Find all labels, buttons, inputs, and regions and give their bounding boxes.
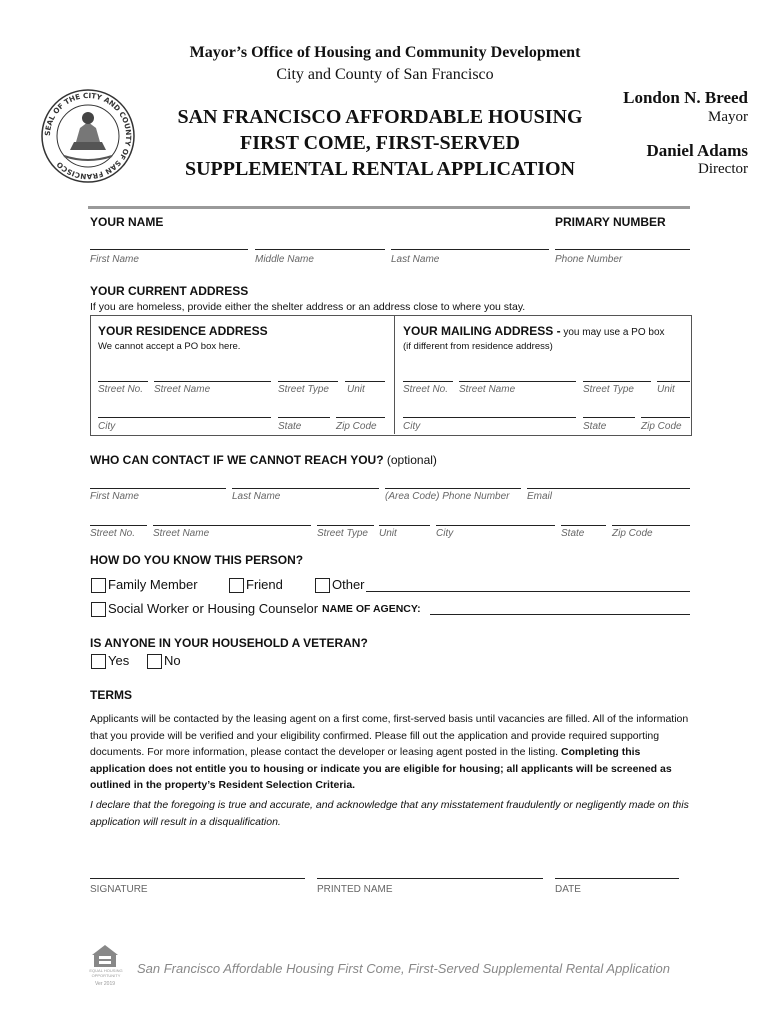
caption: Street Name [154,384,211,395]
mailing-state-field[interactable] [583,417,635,418]
residence-street-type-field[interactable] [278,381,338,382]
mayor-name: London N. Breed [623,88,748,107]
mailing-city-field[interactable] [403,417,576,418]
friend-label: Friend [246,577,283,592]
city-seal-logo [40,88,136,184]
mailing-street-type-field[interactable] [583,381,651,382]
seal-text: SEAL OF THE CITY AND COUNTY OF SAN FRANCISCO [42,90,134,182]
phone-number-field[interactable] [555,249,690,250]
caption: Zip Code [336,421,377,432]
header-divider [88,206,690,209]
mailing-unit-field[interactable] [657,381,690,382]
other-label: Other [332,577,365,592]
signature-field[interactable] [90,878,305,879]
primary-number-title: PRIMARY NUMBER [555,215,666,229]
signature-caption: SIGNATURE [90,884,148,895]
phone-number-caption: Phone Number [555,254,623,265]
printed-name-caption: PRINTED NAME [317,884,393,895]
city-subtitle: City and County of San Francisco [276,66,494,83]
caption: (Area Code) Phone Number [385,491,510,502]
footer-title: San Francisco Affordable Housing First Come, First-Served Supplemental Rental Application [137,961,670,976]
contact-street-type-field[interactable] [317,525,374,526]
caption: Street No. [403,384,449,395]
middle-name-caption: Middle Name [255,254,314,265]
caption: Street Name [153,528,210,539]
mailing-note: (if different from residence address) [403,341,553,352]
first-name-field[interactable] [90,249,248,250]
contact-unit-field[interactable] [379,525,430,526]
caption: Zip Code [641,421,682,432]
caption: Street No. [90,528,136,539]
contact-first-name-field[interactable] [90,488,226,489]
equal-housing-text: EQUAL HOUSING OPPORTUNITY [89,968,123,978]
contact-email-field[interactable] [527,488,690,489]
date-field[interactable] [555,878,679,879]
family-member-checkbox[interactable] [91,578,106,593]
caption: Unit [347,384,365,395]
date-caption: DATE [555,884,581,895]
your-name-title: YOUR NAME [90,215,164,229]
mailing-zip-field[interactable] [641,417,690,418]
residence-address-title: YOUR RESIDENCE ADDRESS [98,324,268,338]
other-checkbox[interactable] [315,578,330,593]
veteran-title: IS ANYONE IN YOUR HOUSEHOLD A VETERAN? [90,636,368,650]
veteran-no-checkbox[interactable] [147,654,162,669]
first-name-caption: First Name [90,254,139,265]
residence-unit-field[interactable] [345,381,385,382]
caption: Unit [379,528,397,539]
veteran-yes-checkbox[interactable] [91,654,106,669]
residence-note: We cannot accept a PO box here. [98,341,241,352]
caption: City [436,528,454,539]
caption: State [583,421,607,432]
office-title: Mayor’s Office of Housing and Community Development [189,44,581,61]
residence-street-no-field[interactable] [98,381,148,382]
declaration-paragraph: I declare that the foregoing is true and accurate, and acknowledge that any misstatement fraudulently or negligently made on this application will result in a disqualification. [90,799,689,828]
residence-state-field[interactable] [278,417,330,418]
agency-field[interactable] [430,614,690,615]
relation-title: HOW DO YOU KNOW THIS PERSON? [90,553,304,567]
social-worker-checkbox[interactable] [91,602,106,617]
mailing-street-name-field[interactable] [459,381,576,382]
homeless-note: If you are homeless, provide either the shelter address or an address close to where you stay. [90,301,526,313]
last-name-caption: Last Name [391,254,440,265]
caption: State [561,528,585,539]
mayor-role: Mayor [708,109,748,125]
contact-state-field[interactable] [561,525,606,526]
residence-city-field[interactable] [98,417,271,418]
middle-name-field[interactable] [255,249,385,250]
last-name-field[interactable] [391,249,549,250]
caption: Street Type [583,384,634,395]
terms-paragraph: Applicants will be contacted by the leasing agent on a first come, first-served basis until vacancies are filled. All of the information that you provide will be verified and your eligibility confirmed. Please fill out the application and provide required supporting documents. For more information, please contact the developer or leasing agent posted in the listing. Completing this application does not entitle you to housing or indicate you are eligible for housing; all applicants will be screened as outlined in the property’s Resident Selection Criteria. [90,713,689,791]
mailing-street-no-field[interactable] [403,381,453,382]
caption: State [278,421,302,432]
caption: First Name [90,491,139,502]
caption: Unit [657,384,675,395]
veteran-no-label: No [164,653,181,668]
caption: Street Name [459,384,516,395]
caption: Street Type [317,528,368,539]
other-field[interactable] [366,591,690,592]
contact-last-name-field[interactable] [232,488,379,489]
residence-street-name-field[interactable] [154,381,271,382]
family-member-label: Family Member [108,577,198,592]
contact-zip-field[interactable] [612,525,690,526]
contact-street-name-field[interactable] [153,525,311,526]
printed-name-field[interactable] [317,878,543,879]
veteran-yes-label: Yes [108,653,130,668]
application-title: SAN FRANCISCO AFFORDABLE HOUSING FIRST COME, FIRST-SERVED SUPPLEMENTAL RENTAL APPLICATION [177,106,583,180]
contact-title: WHO CAN CONTACT IF WE CANNOT REACH YOU? (optional) [90,453,437,467]
social-worker-label: Social Worker or Housing Counselor [108,601,319,616]
current-address-title: YOUR CURRENT ADDRESS [90,284,249,298]
mailing-address-title: YOUR MAILING ADDRESS - you may use a PO box [403,324,665,338]
contact-phone-field[interactable] [385,488,521,489]
terms-title: TERMS [90,688,132,702]
residence-zip-field[interactable] [336,417,385,418]
caption: Street No. [98,384,144,395]
director-role: Director [698,161,748,177]
caption: Email [527,491,553,502]
director-name: Daniel Adams [646,141,748,160]
contact-street-no-field[interactable] [90,525,147,526]
contact-city-field[interactable] [436,525,555,526]
address-box-divider [394,316,395,434]
caption: Street Type [278,384,329,395]
caption: Last Name [232,491,281,502]
caption: City [403,421,421,432]
caption: City [98,421,116,432]
friend-checkbox[interactable] [229,578,244,593]
caption: Zip Code [612,528,653,539]
version-label: Ver 2019 [95,981,116,987]
agency-label: NAME OF AGENCY: [322,603,421,615]
